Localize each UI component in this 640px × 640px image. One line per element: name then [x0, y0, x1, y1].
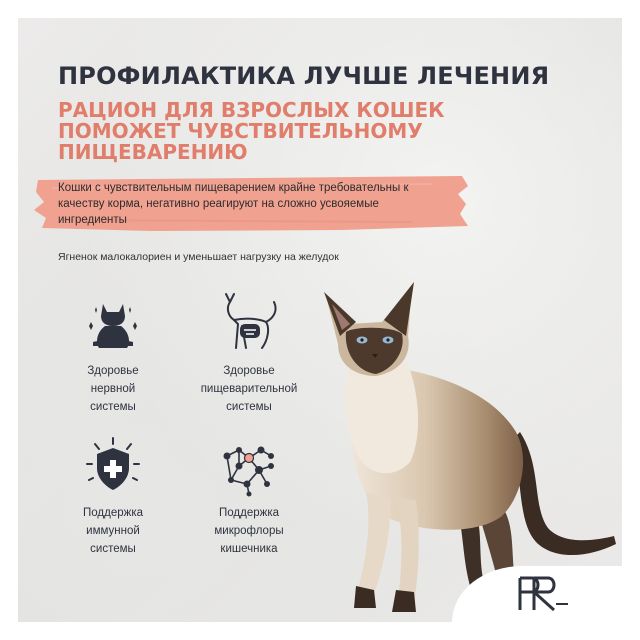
- subheadline: [58, 100, 478, 163]
- subheadline-line-2: ПОМОЖЕТ ЧУВСТВИТЕЛЬНОМУ: [58, 119, 423, 143]
- brand-logo-icon: [510, 574, 570, 614]
- feature-label-line: кишечника: [220, 543, 278, 555]
- feature-label-line: Поддержка: [83, 507, 143, 519]
- feature-nervous-system: [38, 296, 188, 416]
- promo-card: [18, 18, 622, 622]
- feature-label-line: микрофлоры: [214, 525, 284, 537]
- shield-cross-icon: [81, 436, 145, 498]
- feature-immune-system: [38, 436, 188, 558]
- feature-label-line: системы: [90, 401, 136, 413]
- feature-digestive-system: [174, 288, 324, 416]
- lamb-note: Ягненок малокалориен и уменьшает нагрузку на желудок: [58, 251, 339, 263]
- subheadline-line-3: ПИЩЕВАРЕНИЮ: [58, 140, 248, 164]
- feature-label-line: Поддержка: [219, 507, 279, 519]
- meditating-cat-icon: [83, 296, 143, 356]
- feature-label-line: нервной: [90, 383, 136, 395]
- feature-microflora: [174, 436, 324, 558]
- highlight-text: Кошки с чувствительным пищеварением крайне требовательны к качеству корма, негативно реагируют на сложно усвояемые ингредиенты: [58, 182, 409, 226]
- microflora-network-icon: [217, 436, 281, 498]
- feature-label-line: системы: [226, 401, 272, 413]
- feature-label-line: пищеварительной: [200, 383, 298, 395]
- cat-digestion-icon: [216, 288, 282, 356]
- feature-label-line: системы: [90, 543, 136, 555]
- feature-label-line: иммунной: [86, 525, 140, 537]
- subheadline-line-1: РАЦИОН ДЛЯ ВЗРОСЛЫХ КОШЕК: [58, 98, 445, 122]
- headline: ПРОФИЛАКТИКА ЛУЧШЕ ЛЕЧЕНИЯ: [58, 62, 550, 90]
- feature-label-line: Здоровье: [87, 365, 139, 377]
- feature-label-line: Здоровье: [223, 365, 275, 377]
